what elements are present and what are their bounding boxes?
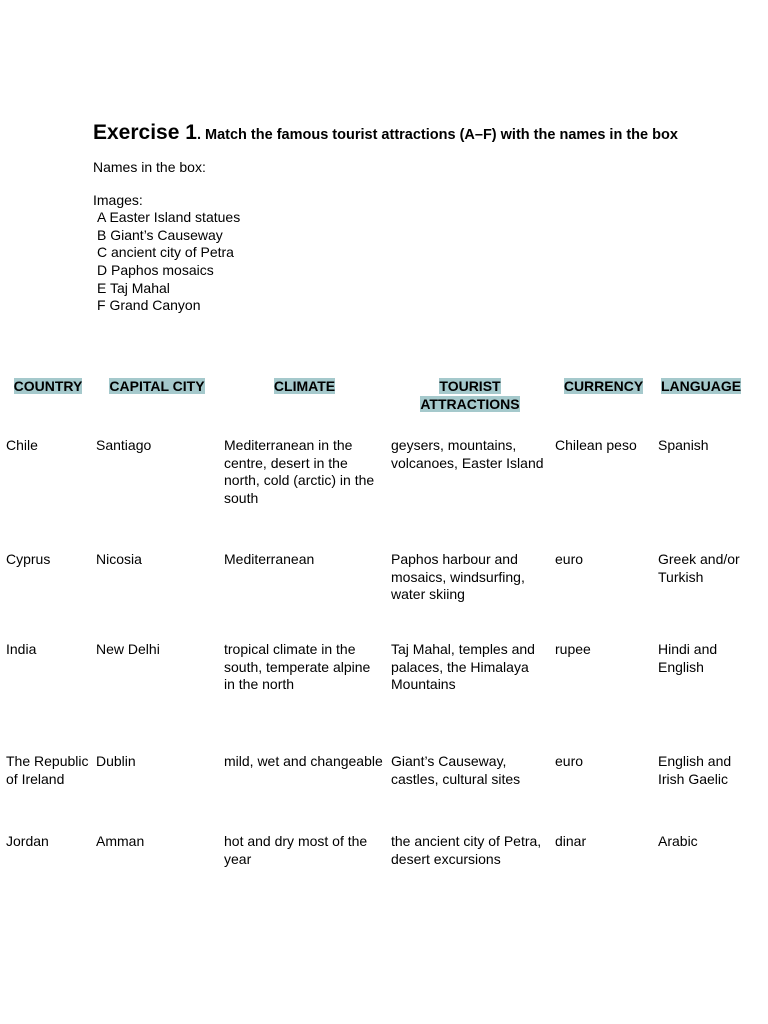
cell-climate: mild, wet and changeable bbox=[224, 753, 383, 770]
cell-country: Jordan bbox=[6, 833, 49, 850]
table-row bbox=[3, 641, 747, 753]
header-country: COUNTRY bbox=[13, 378, 83, 394]
header-climate: CLIMATE bbox=[273, 378, 336, 394]
cell-country: Cyprus bbox=[6, 551, 51, 568]
cell-climate: Mediterranean bbox=[224, 551, 315, 568]
cell-currency: dinar bbox=[555, 833, 587, 850]
cell-climate: hot and dry most of the year bbox=[224, 833, 368, 867]
cell-capital: New Delhi bbox=[96, 641, 160, 658]
images-label: Images: bbox=[93, 191, 143, 208]
image-item-d: D Paphos mosaics bbox=[97, 261, 214, 278]
cell-country: Chile bbox=[6, 437, 38, 454]
header-currency: CURRENCY bbox=[563, 378, 644, 394]
cell-language: Hindi and English bbox=[658, 641, 718, 675]
image-item-c: C ancient city of Petra bbox=[97, 244, 234, 261]
cell-capital: Santiago bbox=[96, 437, 152, 454]
cell-country: India bbox=[6, 641, 37, 658]
exercise-title bbox=[93, 121, 693, 147]
header-capital-city: CAPITAL CITY bbox=[109, 378, 205, 394]
exercise-title-number: Exercise 1 bbox=[93, 121, 197, 144]
cell-currency: euro bbox=[555, 753, 584, 770]
cell-language: Arabic bbox=[658, 833, 698, 850]
table-row bbox=[3, 833, 747, 893]
cell-language: Spanish bbox=[658, 437, 709, 454]
table-header-row bbox=[3, 378, 747, 437]
images-list bbox=[93, 209, 693, 315]
image-item-f: F Grand Canyon bbox=[97, 297, 201, 314]
header-language: LANGUAGE bbox=[660, 378, 742, 394]
cell-capital: Dublin bbox=[96, 753, 136, 770]
cell-attractions: Giant’s Causeway, castles, cultural sites bbox=[391, 753, 521, 787]
cell-attractions: geysers, mountains, volcanoes, Easter Island bbox=[391, 437, 544, 471]
names-label: Names in the box: bbox=[93, 159, 206, 175]
cell-attractions: Taj Mahal, temples and palaces, the Himalaya Mountains bbox=[391, 641, 535, 693]
exercise-section bbox=[93, 121, 693, 315]
image-item-b: B Giant’s Causeway bbox=[97, 226, 223, 243]
cell-capital: Amman bbox=[96, 833, 145, 850]
table-row bbox=[3, 437, 747, 551]
country-table bbox=[3, 378, 747, 893]
cell-currency: rupee bbox=[555, 641, 591, 658]
cell-language: Greek and/or Turkish bbox=[658, 551, 740, 585]
cell-attractions: Paphos harbour and mosaics, windsurfing, water skiing bbox=[391, 551, 525, 603]
exercise-title-instruction: . Match the famous tourist attractions (A–F) with the names in the box bbox=[196, 127, 678, 143]
header-tourist-attractions: TOURIST ATTRACTIONS bbox=[420, 378, 520, 412]
cell-language: English and Irish Gaelic bbox=[658, 753, 732, 787]
cell-climate: Mediterranean in the centre, desert in the north, cold (arctic) in the south bbox=[224, 437, 375, 506]
cell-currency: Chilean peso bbox=[555, 437, 637, 454]
cell-capital: Nicosia bbox=[96, 551, 142, 568]
image-item-e: E Taj Mahal bbox=[97, 279, 170, 296]
cell-climate: tropical climate in the south, temperate alpine in the north bbox=[224, 641, 371, 693]
table-row bbox=[3, 753, 747, 833]
cell-attractions: the ancient city of Petra, desert excursions bbox=[391, 833, 542, 867]
cell-currency: euro bbox=[555, 551, 584, 568]
table-row bbox=[3, 551, 747, 641]
image-item-a: A Easter Island statues bbox=[97, 209, 241, 226]
cell-country: The Republic of Ireland bbox=[6, 753, 89, 787]
